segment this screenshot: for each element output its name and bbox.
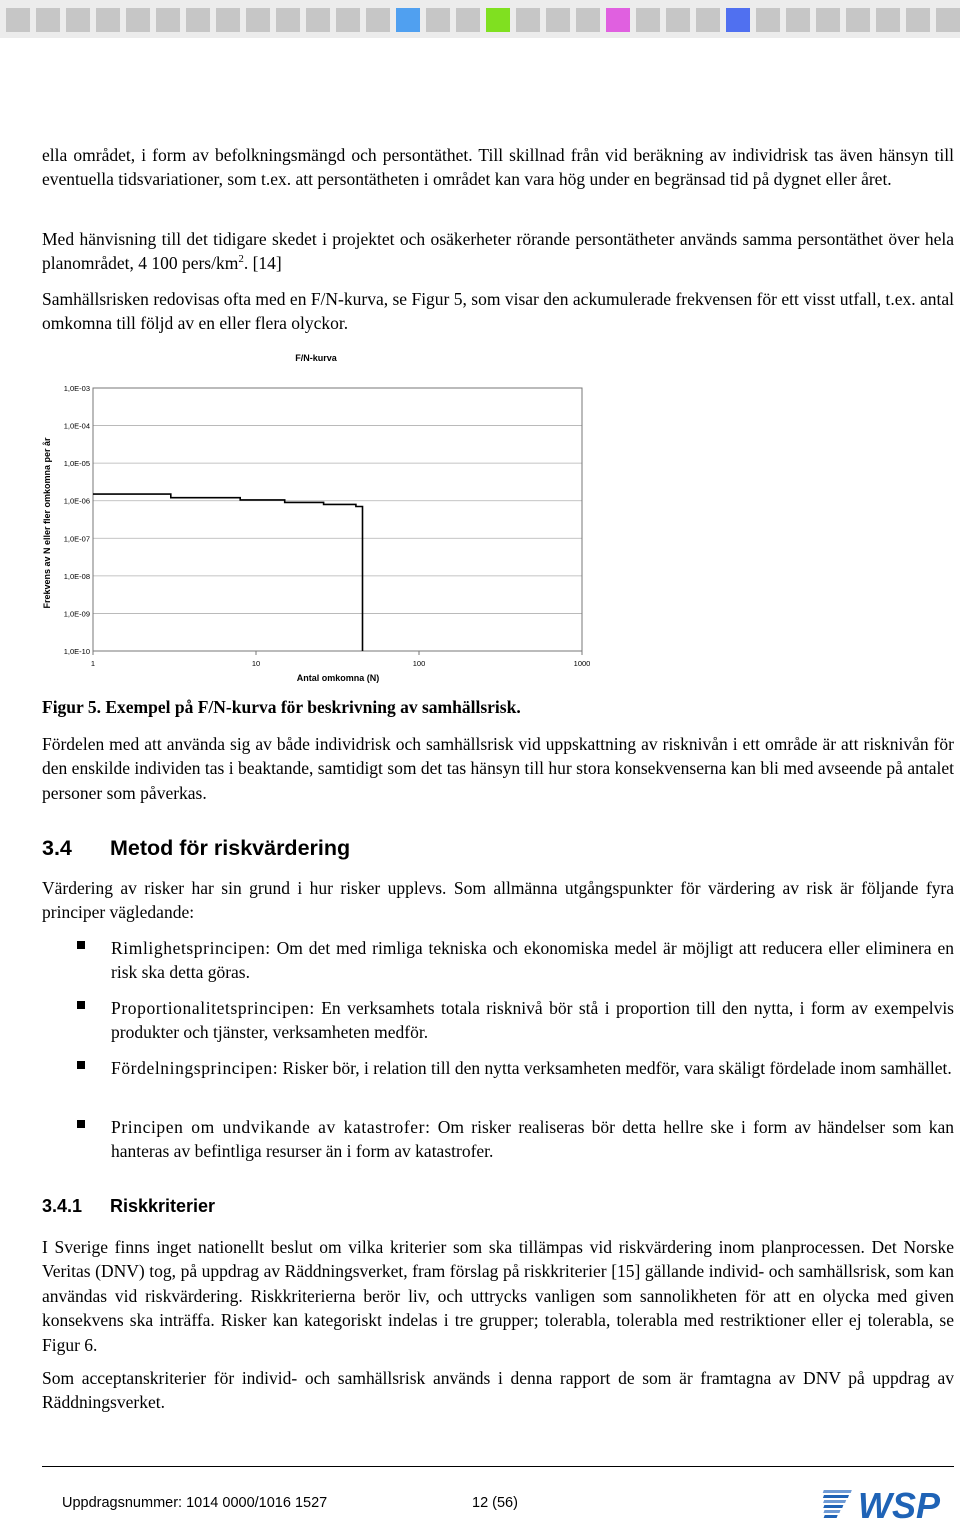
logo-stripe [823, 1505, 843, 1508]
thumbnail-square [936, 8, 960, 32]
footer-page-number: 12 (56) [472, 1495, 518, 1511]
paragraph-risk-criteria: I Sverige finns inget nationellt beslut om vilka kriterier som ska tillämpas vid riskvärdering inom planprocessen. Det Norske Veritas (DNV) tog, på uppdrag av Räddningsverket, fram förslag på riskkriterier [15] gällande individ- och samhällsrisk, som kan användas vid riskvärdering. Riskkriterierna berör liv, och uttrycks vanligen som sannolikheten för att en olycka med given konsekvens ska inträffa. Risker kan kategoriskt indelas i tre grupper; tolerabla, tolerabla med restriktioner eller ej tolerabla, se Figur 6. [42, 1237, 954, 1355]
paragraph-population: ella området, i form av befolkningsmängd och persontäthet. Till skillnad från vid beräkning av individrisk tas även hänsyn till eventuella tidsvariationer, som t.ex. att persontätheten i området kan vara hög under en begränsad tid på dygnet eller året. [42, 145, 954, 190]
thumbnail-square [96, 8, 120, 32]
thumbnail-square [516, 8, 540, 32]
superscript: 2 [238, 253, 244, 266]
y-axis-label: Frekvens av N eller fler omkomna per år [42, 437, 52, 609]
series-line [93, 494, 363, 651]
bullet-icon [77, 1120, 85, 1128]
logo-stripe [823, 1495, 849, 1498]
paragraph-principles-intro: Värdering av risker har sin grund i hur risker upplevs. Som allmänna utgångspunkter för värdering av risk är följande fyra principer vägledande: [42, 878, 954, 923]
thumbnail-square [126, 8, 150, 32]
figure-caption: Figur 5. Exempel på F/N-kurva för beskrivning av samhällsrisk. [42, 697, 521, 717]
paragraph-advantage: Fördelen med att använda sig av både individrisk och samhällsrisk vid uppskattning av risknivån i ett område är att risknivån för den enskilde individen tas i beaktande, samtidigt som det tas hänsyn till hur stora konsekvenserna kan bli med avseende på antalet personer som påverkas. [42, 734, 954, 803]
bullet-icon [77, 941, 85, 949]
wsp-logo [822, 1484, 956, 1526]
section-heading-3-4-1 [42, 1196, 215, 1217]
x-axis-label: Antal omkomna (N) [296, 673, 380, 683]
x-axis-ticks [91, 651, 590, 668]
x-tick-label: 10 [251, 659, 261, 668]
principle-text: Risker bör, i relation till den nytta verksamheten medför, vara skäligt fördelade inom samhället. [278, 1058, 952, 1078]
paragraph-density-text: Med hänvisning till det tidigare skedet i projektet och osäkerheter rörande persontätheter används samma persontäthet över hela planområdet, 4 100 pers/km [42, 229, 954, 274]
reference: . [14] [243, 253, 282, 274]
y-axis-ticks [64, 384, 90, 656]
paragraph-fn-curve: Samhällsrisken redovisas ofta med en F/N-kurva, se Figur 5, som visar den ackumulerade frekvensen för ett visst utfall, t.ex. antal omkomna till följd av en eller flera olyckor. [42, 289, 954, 334]
plot-area [93, 388, 582, 651]
thumbnail-square [366, 8, 390, 32]
chart-title: F/N-kurva [295, 353, 337, 363]
thumbnail-square [6, 8, 30, 32]
footer-project-number: Uppdragsnummer: 1014 0000/1016 1527 [62, 1495, 328, 1511]
y-tick-label: 1,0E-07 [63, 534, 90, 544]
y-tick-label: 1,0E-09 [63, 609, 90, 619]
principle-item [111, 1115, 954, 1164]
paragraph-density [42, 227, 954, 276]
page-thumbnail-strip [0, 0, 960, 38]
thumbnail-square [186, 8, 210, 32]
x-tick-label: 1000 [573, 659, 591, 668]
principle-item [111, 936, 954, 985]
thumbnail-square [876, 8, 900, 32]
section-number: 3.4.1 [42, 1196, 83, 1216]
section-title: Metod för riskvärdering [110, 836, 351, 860]
thumbnail-square [66, 8, 90, 32]
thumbnail-square [816, 8, 840, 32]
thumbnail-square [756, 8, 780, 32]
thumbnail-square [846, 8, 870, 32]
footer-divider [42, 1466, 954, 1467]
principle-term: Rimlighetsprincipen: [111, 938, 271, 958]
thumbnail-square [636, 8, 660, 32]
thumbnail-square [906, 8, 930, 32]
x-tick-label: 100 [412, 659, 426, 668]
bullet-icon [77, 1001, 85, 1009]
thumbnail-square [336, 8, 360, 32]
x-tick-label: 1 [90, 659, 96, 668]
thumbnail-square [666, 8, 690, 32]
logo-stripes-icon [823, 1490, 852, 1518]
thumbnail-square [216, 8, 240, 32]
y-tick-label: 1,0E-08 [63, 571, 90, 581]
principle-term: Proportionalitetsprincipen: [111, 998, 315, 1018]
principle-term: Principen om undvikande av katastrofer: [111, 1117, 431, 1137]
y-tick-label: 1,0E-03 [63, 384, 90, 393]
bullet-icon [77, 1061, 85, 1069]
thumbnail-square [36, 8, 60, 32]
logo-stripe [823, 1510, 840, 1513]
section-number: 3.4 [42, 836, 72, 860]
principle-item [111, 1056, 954, 1080]
y-tick-label: 1,0E-10 [63, 647, 90, 656]
logo-stripe [823, 1500, 846, 1503]
thumbnail-square [276, 8, 300, 32]
thumbnail-square [156, 8, 180, 32]
thumbnail-square [486, 8, 510, 32]
thumbnail-square [726, 8, 750, 32]
section-heading-3-4 [42, 836, 350, 861]
logo-stripe [824, 1515, 838, 1518]
thumbnail-square [396, 8, 420, 32]
fn-curve-chart [30, 346, 610, 688]
thumbnail-square [306, 8, 330, 32]
paragraph-acceptance: Som acceptanskriterier för individ- och samhällsrisk används i denna rapport de som är framtagna av DNV på uppdrag av Räddningsverket. [42, 1368, 954, 1413]
thumbnail-square [546, 8, 570, 32]
principle-term: Fördelningsprincipen: [111, 1058, 279, 1078]
y-tick-label: 1,0E-06 [63, 496, 90, 506]
logo-stripe [823, 1490, 852, 1493]
y-tick-label: 1,0E-04 [63, 421, 90, 431]
thumbnail-square [426, 8, 450, 32]
chart-grid [93, 388, 582, 651]
principle-text: Om det med rimliga tekniska och ekonomiska medel är möjligt att reducera eller eliminera en risk ska detta göras. [111, 938, 954, 983]
thumbnail-square [576, 8, 600, 32]
section-title: Riskkriterier [110, 1196, 216, 1216]
principle-text: En verksamhets totala risknivå bör stå i proportion till den nytta, i form av exempelvis produkter och tjänster, verksamheten medför. [111, 998, 954, 1043]
y-tick-label: 1,0E-05 [63, 459, 90, 469]
thumbnail-square [786, 8, 810, 32]
thumbnail-square [246, 8, 270, 32]
thumbnail-square [606, 8, 630, 32]
principle-item [111, 996, 954, 1045]
svg-text:WSP: WSP [858, 1485, 941, 1526]
thumbnail-square [456, 8, 480, 32]
principle-text: Om risker realiseras bör detta hellre ske i form av händelser som kan hanteras av befintliga resurser än i form av katastrofer. [111, 1117, 954, 1162]
thumbnail-square [696, 8, 720, 32]
